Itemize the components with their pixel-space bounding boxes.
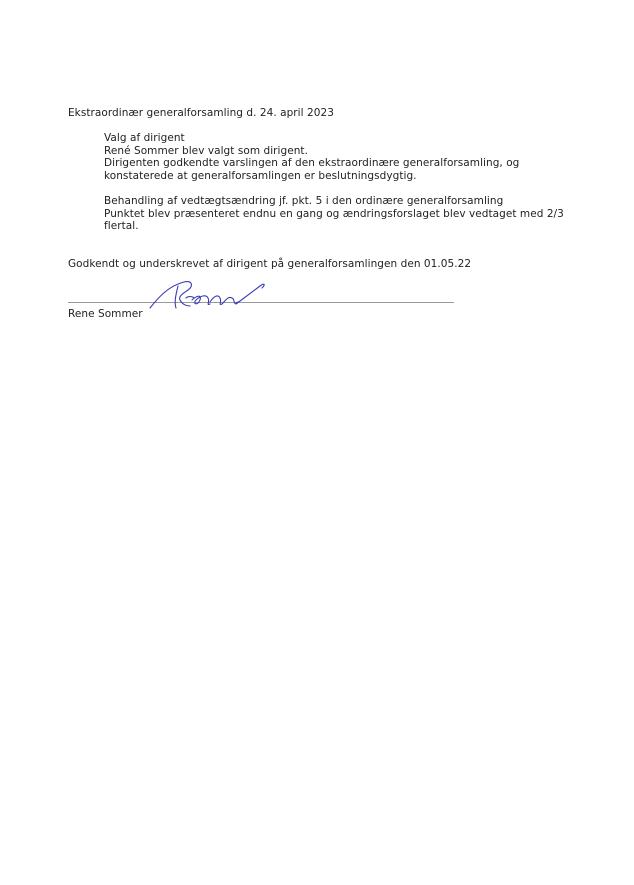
section-text: Dirigenten godkendte varslingen af den ekstraordinære generalforsamling, og <box>104 157 520 169</box>
handwritten-signature <box>148 276 278 316</box>
section-text: Punktet blev præsenteret endnu en gang og ændringsforslaget blev vedtaget med 2/3 <box>104 208 564 220</box>
section-heading-vedtaegt: Behandling af vedtægtsændring jf. pkt. 5 i den ordinære generalforsamling <box>104 195 504 207</box>
signer-name: Rene Sommer <box>68 308 143 320</box>
section-text: René Sommer blev valgt som dirigent. <box>104 145 308 157</box>
approval-statement: Godkendt og underskrevet af dirigent på generalforsamlingen den 01.05.22 <box>68 258 472 270</box>
section-text: flertal. <box>104 220 139 232</box>
document-title: Ekstraordinær generalforsamling d. 24. april 2023 <box>68 107 334 119</box>
section-heading-dirigent: Valg af dirigent <box>104 132 185 144</box>
section-text: konstaterede at generalforsamlingen er beslutningsdygtig. <box>104 170 417 182</box>
